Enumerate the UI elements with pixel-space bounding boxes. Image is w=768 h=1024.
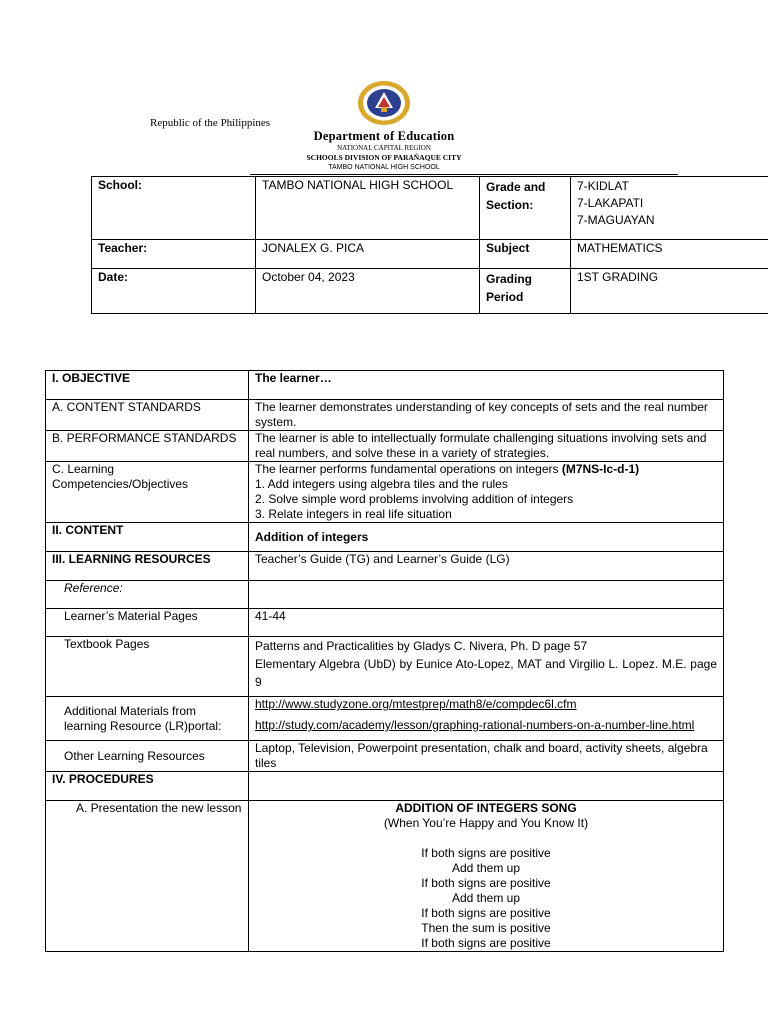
lm-pages-value: 41-44 xyxy=(249,609,724,637)
textbook-label: Textbook Pages xyxy=(46,637,249,697)
section-item: 7-KIDLAT xyxy=(577,179,629,193)
competencies-intro: The learner performs fundamental operations on integers xyxy=(255,462,562,476)
song-line: If both signs are positive xyxy=(421,846,551,860)
teacher-label: Teacher: xyxy=(92,240,256,269)
subject-value: MATHEMATICS xyxy=(571,240,768,269)
competency-item: 3. Relate integers in real life situation xyxy=(255,507,452,521)
song-cell xyxy=(249,801,724,952)
date-label: Date: xyxy=(92,269,256,314)
sections-cell xyxy=(571,177,768,240)
grading-period-value: 1ST GRADING xyxy=(571,269,768,314)
date-value: October 04, 2023 xyxy=(256,269,480,314)
grading-period-label: Grading Period xyxy=(480,269,571,314)
learning-resources-value: Teacher’s Guide (TG) and Learner’s Guide (LG) xyxy=(249,552,724,581)
school-value: TAMBO NATIONAL HIGH SCHOOL xyxy=(256,177,480,240)
objective-value: The learner… xyxy=(249,371,724,400)
division-text: SCHOOLS DIVISION OF PARAÑAQUE CITY xyxy=(306,153,462,162)
lm-pages-label: Learner’s Material Pages xyxy=(46,609,249,637)
song-title: ADDITION OF INTEGERS SONG xyxy=(395,801,577,815)
song-line: If both signs are positive xyxy=(421,936,551,950)
studyzone-link[interactable]: http://www.studyzone.org/mtestprep/math8/e/compdec6l.cfm xyxy=(255,697,577,711)
competency-item: 1. Add integers using algebra tiles and the rules xyxy=(255,477,508,491)
section-item: 7-LAKAPATI xyxy=(577,196,644,210)
procedures-value xyxy=(249,772,724,801)
performance-standards-label: B. PERFORMANCE STANDARDS xyxy=(46,431,249,462)
song-line: If both signs are positive xyxy=(421,906,551,920)
learning-resources-label: III. LEARNING RESOURCES xyxy=(46,552,249,581)
department-title: Department of Education xyxy=(313,129,455,143)
textbook-line: Elementary Algebra (UbD) by Eunice Ato-Lopez, MAT and Virgilio L. Lopez. M.E. page 9 xyxy=(255,657,717,689)
school-subtitle: TAMBO NATIONAL HIGH SCHOOL xyxy=(328,164,440,171)
school-info-table xyxy=(91,176,768,314)
song-line: If both signs are positive xyxy=(421,876,551,890)
teacher-value: JONALEX G. PICA xyxy=(256,240,480,269)
other-resources-label: Other Learning Resources xyxy=(46,741,249,772)
song-subtitle: (When You’re Happy and You Know It) xyxy=(383,816,589,830)
additional-materials-label: Additional Materials from learning Resource (LR)portal: xyxy=(46,697,249,741)
content-standards-label: A. CONTENT STANDARDS xyxy=(46,400,249,431)
links-cell xyxy=(249,697,724,741)
republic-text: Republic of the Philippines xyxy=(150,117,271,129)
content-label: II. CONTENT xyxy=(46,523,249,552)
objective-label: I. OBJECTIVE xyxy=(46,371,249,400)
competency-code: (M7NS-Ic-d-1) xyxy=(561,462,640,476)
competencies-cell xyxy=(249,462,724,523)
performance-standards-value: The learner is able to intellectually formulate challenging situations involving sets and real numbers, and solve these in a variety of strategies. xyxy=(249,431,724,462)
region-text: NATIONAL CAPITAL REGION xyxy=(337,144,431,152)
competencies-label: C. Learning Competencies/Objectives xyxy=(46,462,249,523)
section-item: 7-MAGUAYAN xyxy=(577,213,655,227)
textbook-line: Patterns and Practicalities by Gladys C. Nivera, Ph. D page 57 xyxy=(255,639,588,653)
content-standards-value: The learner demonstrates understanding of key concepts of sets and the real number system. xyxy=(249,400,724,431)
procedures-label: IV. PROCEDURES xyxy=(46,772,249,801)
reference-text: Reference: xyxy=(64,581,123,595)
grade-section-label: Grade and Section: xyxy=(480,177,571,240)
header-rule xyxy=(250,174,678,175)
other-resources-value: Laptop, Television, Powerpoint presentation, chalk and board, activity sheets, algebra tiles xyxy=(249,741,724,772)
reference-value xyxy=(249,581,724,609)
lesson-plan-table xyxy=(45,370,724,952)
competency-item: 2. Solve simple word problems involving addition of integers xyxy=(255,492,574,506)
presentation-label: A. Presentation the new lesson xyxy=(46,801,249,952)
study-com-link[interactable]: http://study.com/academy/lesson/graphing-rational-numbers-on-a-number-line.html xyxy=(255,718,695,732)
song-line: Then the sum is positive xyxy=(421,921,551,935)
content-value: Addition of integers xyxy=(249,523,724,552)
song-line: Add them up xyxy=(451,861,521,875)
song-line: Add them up xyxy=(451,891,521,905)
school-label: School: xyxy=(92,177,256,240)
deped-seal-logo xyxy=(357,80,411,126)
textbook-cell xyxy=(249,637,724,697)
subject-label: Subject xyxy=(480,240,571,269)
reference-label xyxy=(46,581,249,609)
